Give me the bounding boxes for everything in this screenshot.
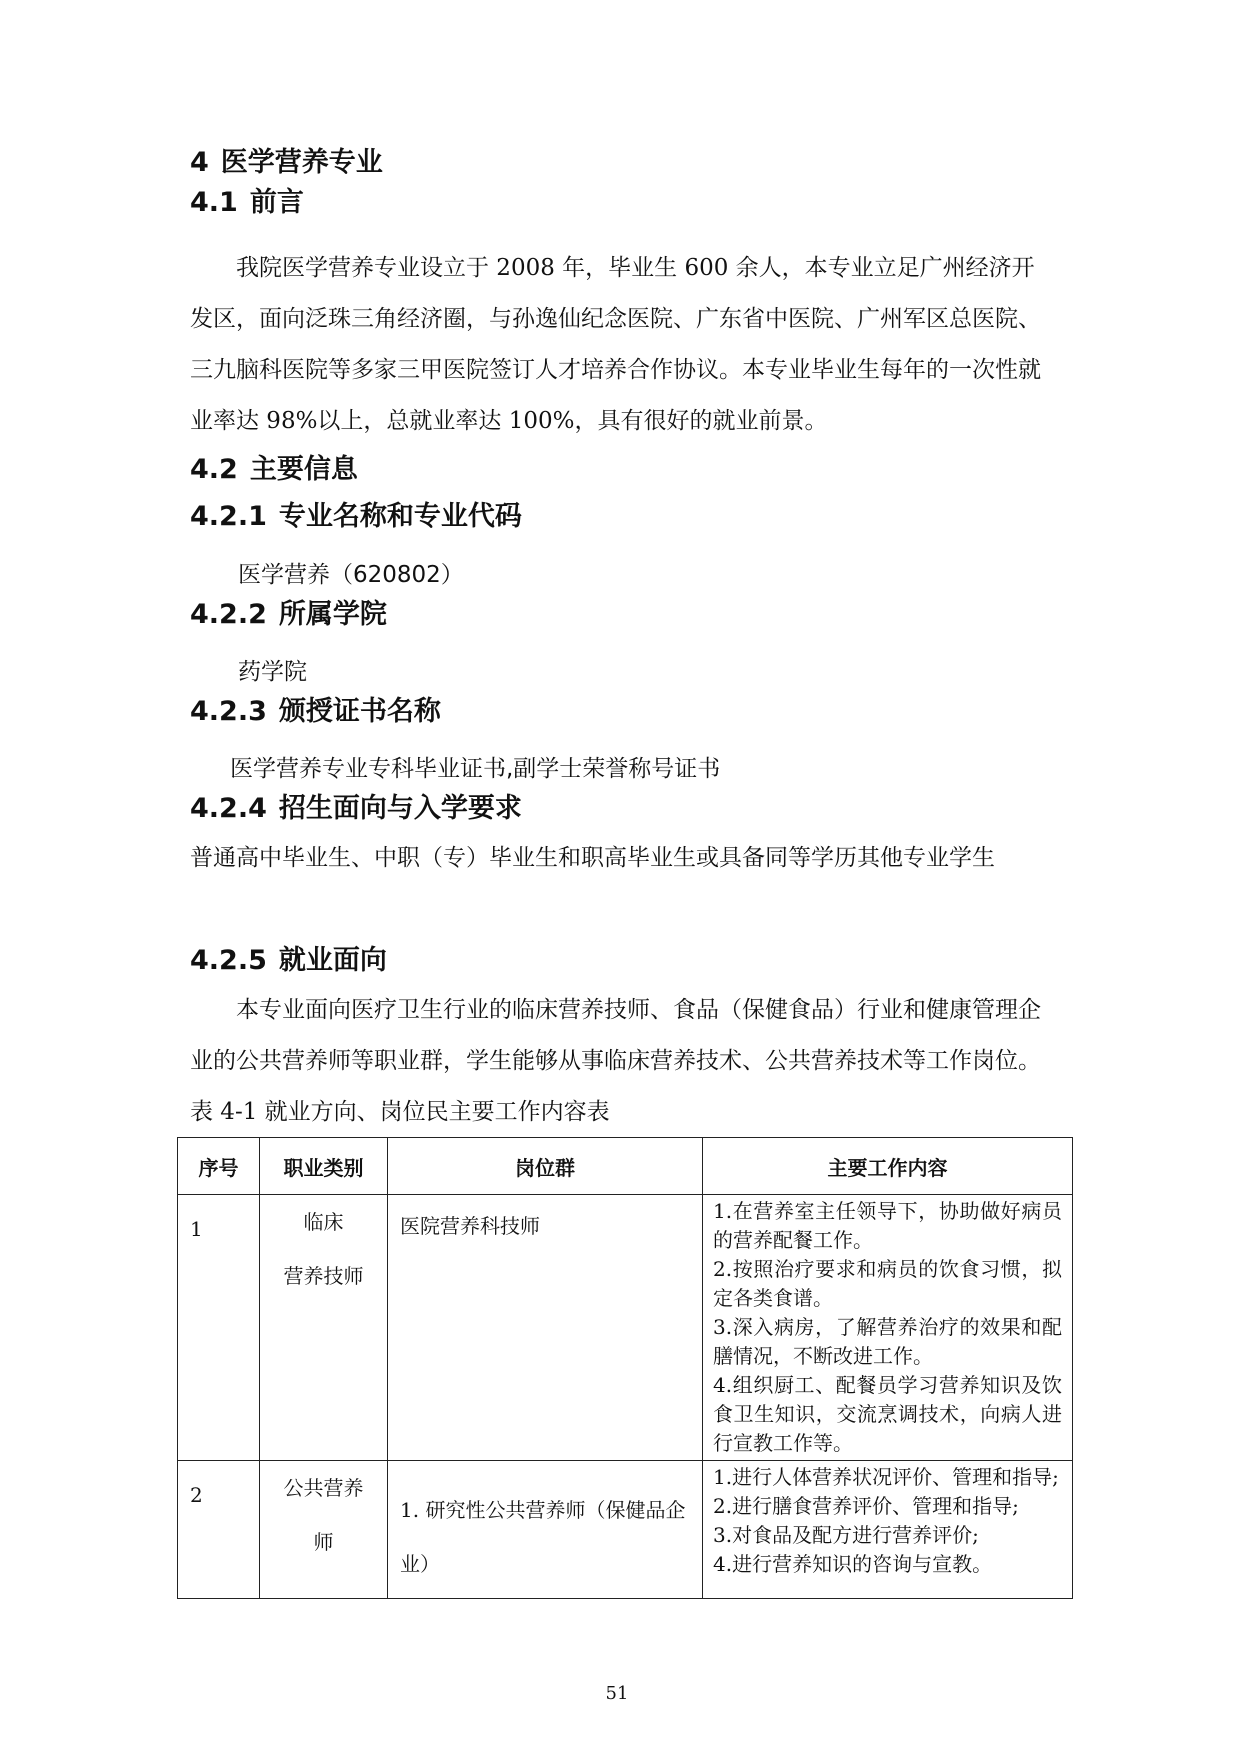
college-heading: 4.2.2 所属学院 <box>190 599 387 630</box>
row-category: 公共营养 师 <box>260 1461 388 1599</box>
table-header-row <box>178 1138 1073 1195</box>
admission-value: 普通高中毕业生、中职（专）毕业生和职高毕业生或具备同等学历其他专业学生 <box>190 845 995 871</box>
certificate-value: 医学营养专业专科毕业证书,副学士荣誉称号证书 <box>230 756 721 782</box>
employment-table <box>177 1137 1073 1599</box>
table-row <box>178 1461 1073 1599</box>
row-duties: 1.进行人体营养状况评价、管理和指导; 2.进行膳食营养评价、管理和指导; 3.对食品及配方进行营养评价; 4.进行营养知识的咨询与宣教。 <box>703 1461 1073 1599</box>
header-duties: 主要工作内容 <box>703 1138 1073 1195</box>
major-name-heading: 4.2.1 专业名称和专业代码 <box>190 501 522 532</box>
main-info-heading: 4.2 主要信息 <box>190 454 358 485</box>
row-index: 2 <box>178 1461 260 1599</box>
table-row <box>178 1195 1073 1461</box>
row-post: 医院营养科技师 <box>388 1195 703 1461</box>
header-category: 职业类别 <box>260 1138 388 1195</box>
intro-heading: 4.1 前言 <box>190 187 304 218</box>
row-post: 1. 研究性公共营养师（保健品企业） <box>388 1461 703 1599</box>
certificate-heading: 4.2.3 颁授证书名称 <box>190 696 441 727</box>
header-index: 序号 <box>178 1138 260 1195</box>
admission-heading: 4.2.4 招生面向与入学要求 <box>190 793 522 824</box>
row-index: 1 <box>178 1195 260 1461</box>
college-value: 药学院 <box>238 659 307 685</box>
employment-paragraph: 本专业面向医疗卫生行业的临床营养技师、食品（保健食品）行业和健康管理企业的公共营养师等职业群，学生能够从事临床营养技术、公共营养技术等工作岗位。表 4-1 就业方向、岗位民主要工作内容表 <box>190 997 1041 1125</box>
row-duties: 1.在营养室主任领导下，协助做好病员的营养配餐工作。 2.按照治疗要求和病员的饮食习惯，拟定各类食谱。 3.深入病房，了解营养治疗的效果和配膳情况，不断改进工作。 4.组织厨工、配餐员学习营养知识及饮食卫生知识，交流烹调技术，向病人进行宣教工作等。 <box>703 1195 1073 1461</box>
header-post-group: 岗位群 <box>388 1138 703 1195</box>
intro-paragraph: 我院医学营养专业设立于 2008 年，毕业生 600 余人，本专业立足广州经济开发区，面向泛珠三角经济圈，与孙逸仙纪念医院、广东省中医院、广州军区总医院、三九脑科医院等多家三甲医院签订人才培养合作协议。本专业毕业生每年的一次性就业率达 98%以上，总就业率达 100%，具有很好的就业前景。 <box>190 255 1041 434</box>
row-category: 临床 营养技师 <box>260 1195 388 1461</box>
major-name-value: 医学营养（620802） <box>238 562 464 588</box>
page-number: 51 <box>605 1683 629 1704</box>
section-heading: 4 医学营养专业 <box>190 147 383 178</box>
employment-heading: 4.2.5 就业面向 <box>190 945 387 976</box>
